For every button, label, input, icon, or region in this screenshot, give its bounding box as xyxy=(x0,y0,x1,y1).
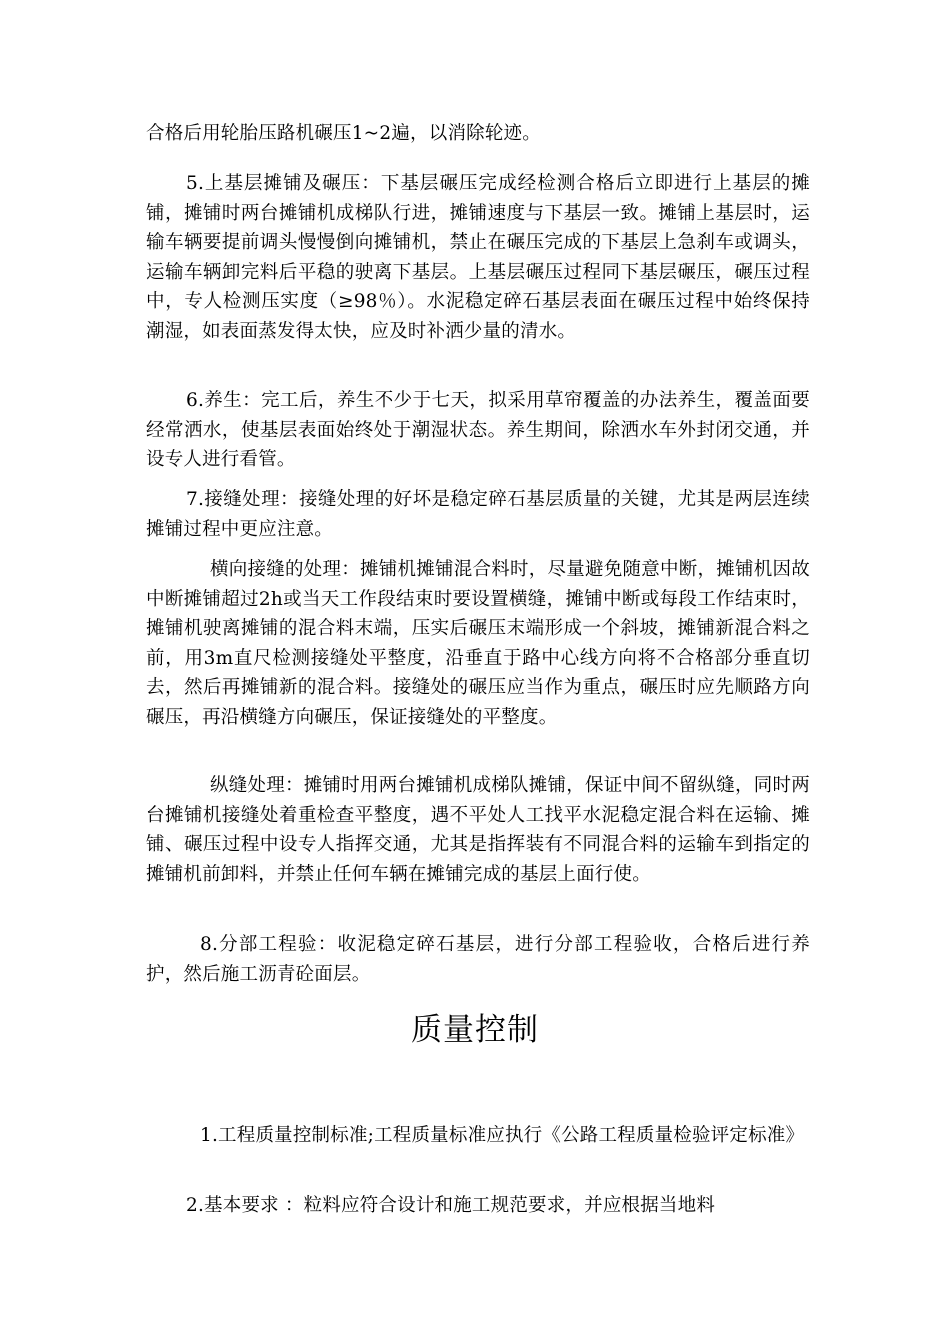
paragraph-transverse-joint: 横向接缝的处理：摊铺机摊铺混合料时，尽量避免随意中断，摊铺机因故中断摊铺超过2h或当天工作段结束时要设置横缝，摊铺中断或每段工作结束时，摊铺机驶离摊铺的混合料末端，压实后碾压末端形成一个斜坡，摊铺新混合料之前，用3m直尺检测接缝处平整度，沿垂直于路中心线方向将不合格部分垂直切去，然后再摊铺新的混合料。接缝处的碾压应当作为重点，碾压时应先顺路方向碾压，再沿横缝方向碾压，保证接缝处的平整度。 xyxy=(146,559,810,728)
paragraph-upper-base-paving: 5.上基层摊铺及碾压：下基层碾压完成经检测合格后立即进行上基层的摊铺，摊铺时两台摊铺机成梯队行进，摊铺速度与下基层一致。摊铺上基层时，运输车辆要提前调头慢慢倒向摊铺机，禁止在碾压完成的下基层上急刹车或调头，运输车辆卸完料后平稳的驶离下基层。上基层碾压过程同下基层碾压，碾压过程中，专人检测压实度（≥98％）。水泥稳定碎石基层表面在碾压过程中始终保持潮湿，如表面蒸发得太快，应及时补洒少量的清水。 xyxy=(146,173,810,342)
paragraph-quality-standard: 1.工程质量控制标准;工程质量标准应执行《公路工程质量检验评定标准》 xyxy=(200,1125,805,1146)
paragraph-longitudinal-joint: 纵缝处理：摊铺时用两台摊铺机成梯队摊铺，保证中间不留纵缝，同时两台摊铺机接缝处着重检查平整度，遇不平处人工找平水泥稳定混合料在运输、摊铺、碾压过程中设专人指挥交通，尤其是指挥装有不同混合料的运输车到指定的摊铺机前卸料，并禁止任何车辆在摊铺完成的基层上面行使。 xyxy=(146,775,810,885)
paragraph-sub-project-acceptance: 8.分部工程验：收泥稳定碎石基层，进行分部工程验收，合格后进行养护，然后施工沥青砼面层。 xyxy=(146,934,810,985)
paragraph-joint-treatment: 7.接缝处理：接缝处理的好坏是稳定碎石基层质量的关键，尤其是两层连续摊铺过程中更应注意。 xyxy=(146,489,810,540)
paragraph-basic-requirements: 2.基本要求 ：粒料应符合设计和施工规范要求，并应根据当地料 xyxy=(186,1195,716,1216)
paragraph-rolling-end: 合格后用轮胎压路机碾压1~2遍，以消除轮迹。 xyxy=(146,123,541,144)
section-title: 质量控制 xyxy=(411,1012,539,1048)
paragraph-curing: 6.养生：完工后，养生不少于七天，拟采用草帘覆盖的办法养生，覆盖面要经常洒水，使基层表面始终处于潮湿状态。养生期间，除洒水车外封闭交通，并设专人进行看管。 xyxy=(146,390,810,470)
